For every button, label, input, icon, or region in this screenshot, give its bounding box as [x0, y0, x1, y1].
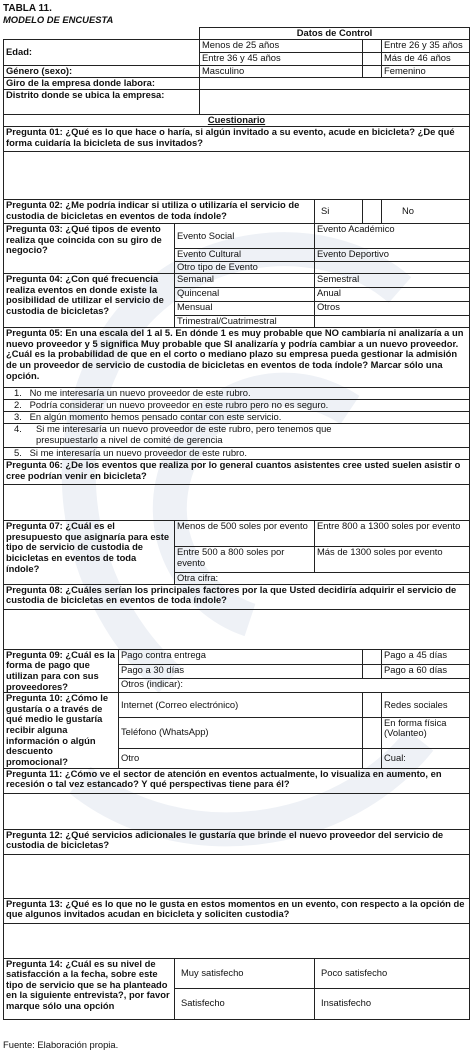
answer-area-06[interactable]: [4, 485, 470, 521]
question-10: [4, 693, 119, 768]
answer-area-01[interactable]: [4, 152, 470, 200]
option[interactable]: Pago a 45 días: [382, 649, 470, 664]
question-number: Pregunta 04:: [6, 273, 63, 284]
option[interactable]: Muy satisfecho: [175, 958, 315, 988]
option[interactable]: Más de 1300 soles por evento: [315, 547, 470, 573]
source-note: Fuente: Elaboración propia.: [3, 1039, 119, 1050]
option[interactable]: Otro: [119, 748, 363, 768]
survey-table: [3, 27, 470, 1020]
option[interactable]: Mensual: [175, 302, 315, 316]
question-text: ¿Cuál es la forma de pago que utilizan para con sus proveedores?: [6, 649, 115, 692]
question-text: ¿Cómo ve el sector de atención en eventos actualmente, lo visualiza en aumento, en recesión o tal vez estancado? Y qué perspectivas tiene para él?: [6, 768, 442, 790]
edad-label: Edad:: [4, 40, 200, 66]
option-otra-cifra[interactable]: Otra cifra:: [175, 573, 470, 585]
question-number: Pregunta 02:: [6, 199, 63, 210]
edad-option[interactable]: Más de 46 años: [382, 53, 470, 66]
question-07: [4, 521, 175, 585]
question-02: [4, 200, 315, 224]
question-text: ¿Me podría indicar si utiliza o utilizaría el servicio de custodia de bicicletas en eventos de toda índole?: [6, 199, 300, 221]
question-number: Pregunta 08:: [6, 584, 63, 595]
question-text: ¿Cómo le gustaría o a través de qué medio le gustaría recibir alguna información o algún descuento promocional?: [6, 692, 109, 767]
question-text: ¿Cuál es el presupuesto que asignaría para este tipo de servicio de custodia de bicicletas en eventos de toda índole?: [6, 520, 170, 574]
option[interactable]: Evento Cultural: [175, 249, 315, 262]
option-cual[interactable]: Cual:: [382, 748, 470, 768]
option[interactable]: Redes sociales: [382, 693, 470, 718]
option[interactable]: Anual: [315, 288, 470, 302]
answer-area-12[interactable]: [4, 854, 470, 898]
option[interactable]: Evento Académico: [315, 224, 470, 249]
question-text: ¿Qué servicios adicionales le gustaría que brinde el nuevo proveedor del servicio de custodia de bicicletas?: [6, 829, 444, 851]
distrito-field[interactable]: [200, 90, 470, 115]
question-text: ¿Cuáles serían los principales factores por la que Usted decidiría adquirir el servicio de custodia de bicicletas en eventos de toda índole?: [6, 584, 457, 606]
question-text: ¿Qué es lo que hace o haría, si algún invitado a su evento, acude en bicicleta? ¿De qué forma cuidaría la bicicleta de sus invitados?: [6, 126, 455, 148]
question-04: [4, 274, 175, 328]
question-number: Pregunta 14:: [6, 958, 63, 969]
option[interactable]: Satisfecho: [175, 988, 315, 1019]
genero-option[interactable]: Femenino: [382, 66, 470, 78]
answer-area-13[interactable]: [4, 923, 470, 958]
scale-option[interactable]: 4. Si me interesaría un nuevo proveedor de este rubro, pero tenemos que presupuestarlo a nivel de comité de gerencia: [4, 424, 470, 448]
option-otros[interactable]: Otros (indicar):: [119, 679, 470, 693]
option[interactable]: Teléfono (WhatsApp): [119, 717, 363, 748]
scale-option[interactable]: 1. No me interesaría un nuevo proveedor de este rubro.: [4, 388, 470, 400]
question-number: Pregunta 13:: [6, 898, 63, 909]
edad-option[interactable]: Entre 26 y 35 años: [382, 40, 470, 53]
question-06: [4, 460, 470, 485]
option[interactable]: Pago a 30 días: [119, 664, 363, 679]
option[interactable]: Trimestral/Cuatrimestral: [175, 316, 315, 328]
option[interactable]: Pago a 60 días: [382, 664, 470, 679]
option[interactable]: Evento Social: [175, 224, 315, 249]
genero-label: Género (sexo):: [4, 66, 200, 78]
question-number: Pregunta 01:: [6, 126, 63, 137]
option[interactable]: Semestral: [315, 274, 470, 288]
question-08: [4, 584, 470, 609]
question-12: [4, 829, 470, 854]
question-text: ¿Qué es lo que no le gusta en estos momentos en un evento, con respecto a la opción de que algunos invitados acudan en bicicleta y soliciten custodia?: [6, 898, 465, 920]
question-05: [4, 328, 470, 388]
question-number: Pregunta 03:: [6, 223, 63, 234]
scale-option[interactable]: 3. En algún momento hemos pensado contar con este servicio.: [4, 412, 470, 424]
giro-label: Giro de la empresa donde labora:: [4, 78, 200, 90]
option-no[interactable]: No: [382, 200, 470, 224]
question-14: [4, 958, 175, 1019]
question-text: En una escala del 1 al 5. En dónde 1 es muy probable que NO cambiaría ni analizaría a un nuevo proveedor y 5 significa Muy probable que SI analizaría y podría cambiar a un nuevo proveedor. ¿Cuál es la probabilidad de que en el corto o mediano plazo su empresa pueda gestionar la admisión de un proveedor de servicio de custodia de bicicletas en eventos de toda índole? Marcar sólo una opción.: [6, 327, 464, 381]
option[interactable]: Otros: [315, 302, 470, 316]
option[interactable]: Quincenal: [175, 288, 315, 302]
question-number: Pregunta 12:: [6, 829, 63, 840]
question-text: ¿De los eventos que realiza por lo general cuantos asistentes cree usted suelen asistir o cree podrían venir en bicicleta?: [6, 459, 461, 481]
question-number: Pregunta 10:: [6, 692, 63, 704]
question-11: [4, 768, 470, 793]
answer-area-08[interactable]: [4, 609, 470, 649]
question-number: Pregunta 05:: [6, 327, 63, 338]
question-03: [4, 224, 175, 274]
distrito-label: Distrito donde se ubica la empresa:: [4, 90, 200, 115]
cuestionario-heading: Cuestionario: [4, 115, 470, 127]
question-number: Pregunta 11:: [6, 768, 63, 779]
question-number: Pregunta 07:: [6, 520, 63, 531]
question-text: ¿Qué tipos de evento realiza que coincida con su giro de negocio?: [6, 223, 162, 256]
genero-option[interactable]: Masculino: [200, 66, 363, 78]
question-number: Pregunta 06:: [6, 459, 63, 470]
option[interactable]: Internet (Correo electrónico): [119, 693, 363, 718]
option-si[interactable]: Si: [315, 200, 363, 224]
question-number: Pregunta 09:: [6, 649, 63, 660]
question-text: ¿Con qué frecuencia realiza eventos en donde existe la posibilidad de utilizar el servicio de custodia de bicicletas?: [6, 273, 164, 316]
question-09: [4, 649, 119, 693]
question-13: [4, 898, 470, 923]
option[interactable]: Evento Deportivo: [315, 249, 470, 262]
option[interactable]: Entre 800 a 1300 soles por evento: [315, 521, 470, 547]
option[interactable]: Insatisfecho: [315, 988, 470, 1019]
option[interactable]: Semanal: [175, 274, 315, 288]
option[interactable]: Entre 500 a 800 soles por evento: [175, 547, 315, 573]
option[interactable]: Menos de 500 soles por evento: [175, 521, 315, 547]
option[interactable]: Otro tipo de Evento: [175, 262, 315, 274]
edad-option[interactable]: Entre 36 y 45 años: [200, 53, 363, 66]
scale-option[interactable]: 2. Podría considerar un nuevo proveedor en este rubro pero no es seguro.: [4, 400, 470, 412]
question-01: [4, 127, 470, 152]
table-label: TABLA 11.: [3, 3, 52, 14]
answer-area-11[interactable]: [4, 793, 470, 829]
scale-option[interactable]: 5. Si me interesaría un nuevo proveedor de este rubro.: [4, 448, 470, 460]
option[interactable]: Poco satisfecho: [315, 958, 470, 988]
control-heading: Datos de Control: [200, 28, 470, 40]
option[interactable]: Pago contra entrega: [119, 649, 363, 664]
table-title: MODELO DE ENCUESTA: [3, 14, 114, 25]
question-text: ¿Cuál es su nivel de satisfacción a la fecha, sobre este tipo de servicio que se ha planteado en la siguiente entrevista?, por favor marque sólo una opción: [6, 958, 170, 1011]
option[interactable]: En forma física (Volanteo): [382, 717, 470, 748]
giro-field[interactable]: [200, 78, 470, 90]
edad-option[interactable]: Menos de 25 años: [200, 40, 363, 53]
